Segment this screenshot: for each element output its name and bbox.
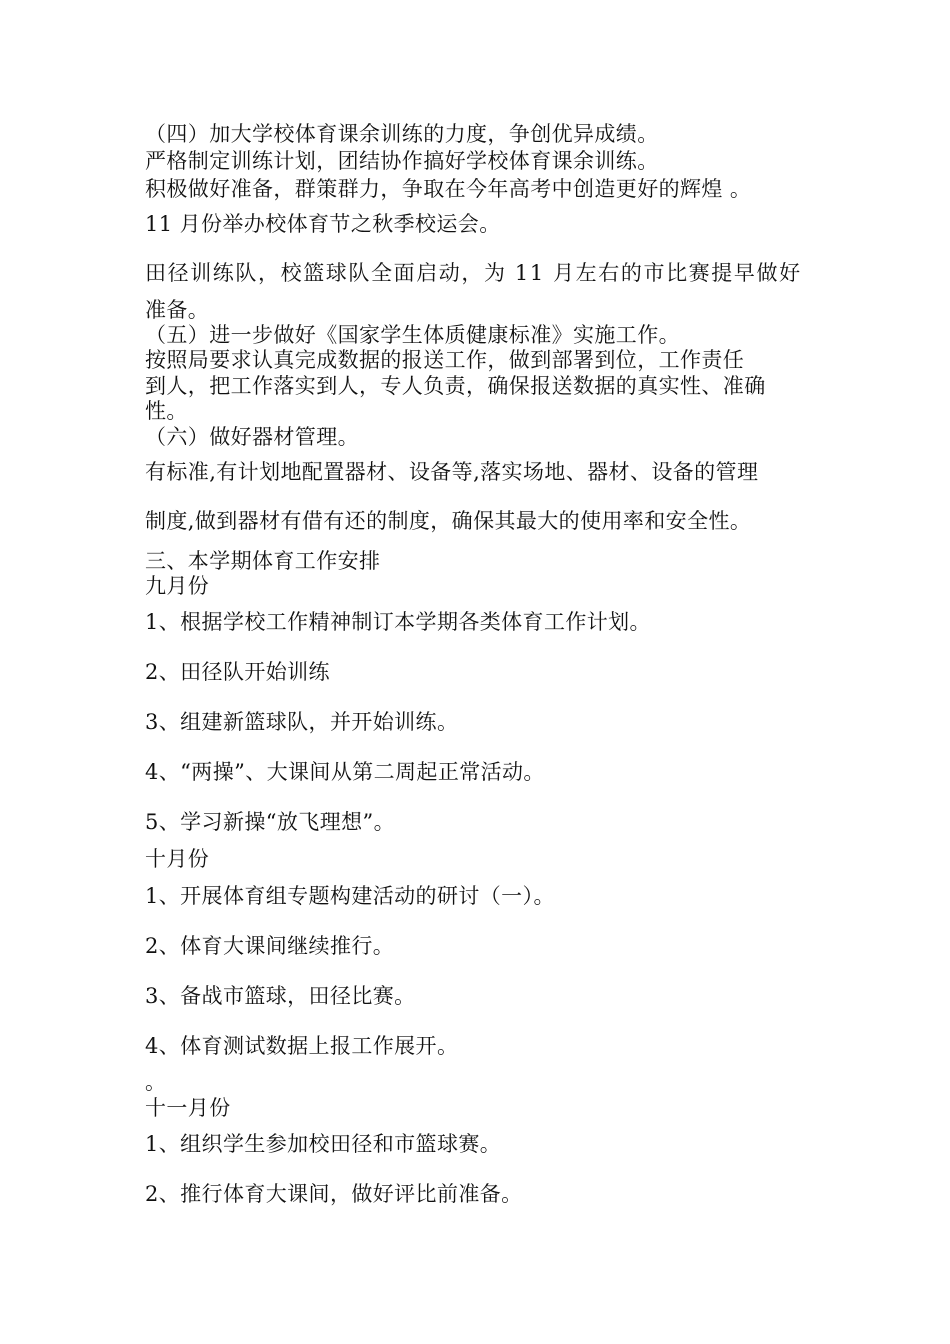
stray-punctuation: 。 [145, 1070, 167, 1094]
paragraph-line: 有标准,有计划地配置器材、设备等,落实场地、器材、设备的管理 [145, 460, 759, 484]
section-heading-3: 三、本学期体育工作安排 [145, 549, 381, 573]
paragraph-line: 性。 [145, 399, 188, 423]
month-heading: 十月份 [145, 847, 210, 871]
paragraph-line: 11 月份举办校体育节之秋季校运会。 [145, 212, 501, 236]
section-heading-4: （四）加大学校体育课余训练的力度，争创优异成绩。 [145, 122, 659, 146]
list-item: 4、体育测试数据上报工作展开。 [145, 1034, 459, 1058]
section-heading-6: （六）做好器材管理。 [145, 425, 359, 449]
list-item: 1、根据学校工作精神制订本学期各类体育工作计划。 [145, 610, 651, 634]
list-item: 4、“两操”、大课间从第二周起正常活动。 [145, 760, 545, 784]
list-item: 1、开展体育组专题构建活动的研讨（一）。 [145, 884, 555, 908]
section-heading-5: （五）进一步做好《国家学生体质健康标准》实施工作。 [145, 323, 680, 347]
list-item: 1、组织学生参加校田径和市篮球赛。 [145, 1132, 502, 1156]
list-item: 3、组建新篮球队，并开始训练。 [145, 710, 459, 734]
paragraph-line: 按照局要求认真完成数据的报送工作，做到部署到位，工作责任 [145, 348, 745, 372]
list-item: 2、体育大课间继续推行。 [145, 934, 395, 958]
paragraph-line: 到人，把工作落实到人，专人负责，确保报送数据的真实性、准确 [145, 374, 766, 398]
month-heading: 九月份 [145, 574, 210, 598]
paragraph-line: 制度,做到器材有借有还的制度，确保其最大的使用率和安全性。 [145, 509, 752, 533]
list-item: 2、推行体育大课间，做好评比前准备。 [145, 1182, 523, 1206]
paragraph-line: 积极做好准备，群策群力，争取在今年高考中创造更好的辉煌 。 [145, 177, 752, 201]
list-item: 5、学习新操“放飞理想”。 [145, 810, 396, 834]
list-item: 3、备战市篮球，田径比赛。 [145, 984, 416, 1008]
month-heading: 十一月份 [145, 1096, 231, 1120]
list-item: 2、田径队开始训练 [145, 660, 330, 684]
paragraph-line: 田径训练队，校篮球队全面启动，为 11 月左右的市比赛提早做好 [145, 261, 802, 285]
paragraph-line: 准备。 [145, 298, 210, 322]
paragraph-line: 严格制定训练计划，团结协作搞好学校体育课余训练。 [145, 149, 659, 173]
